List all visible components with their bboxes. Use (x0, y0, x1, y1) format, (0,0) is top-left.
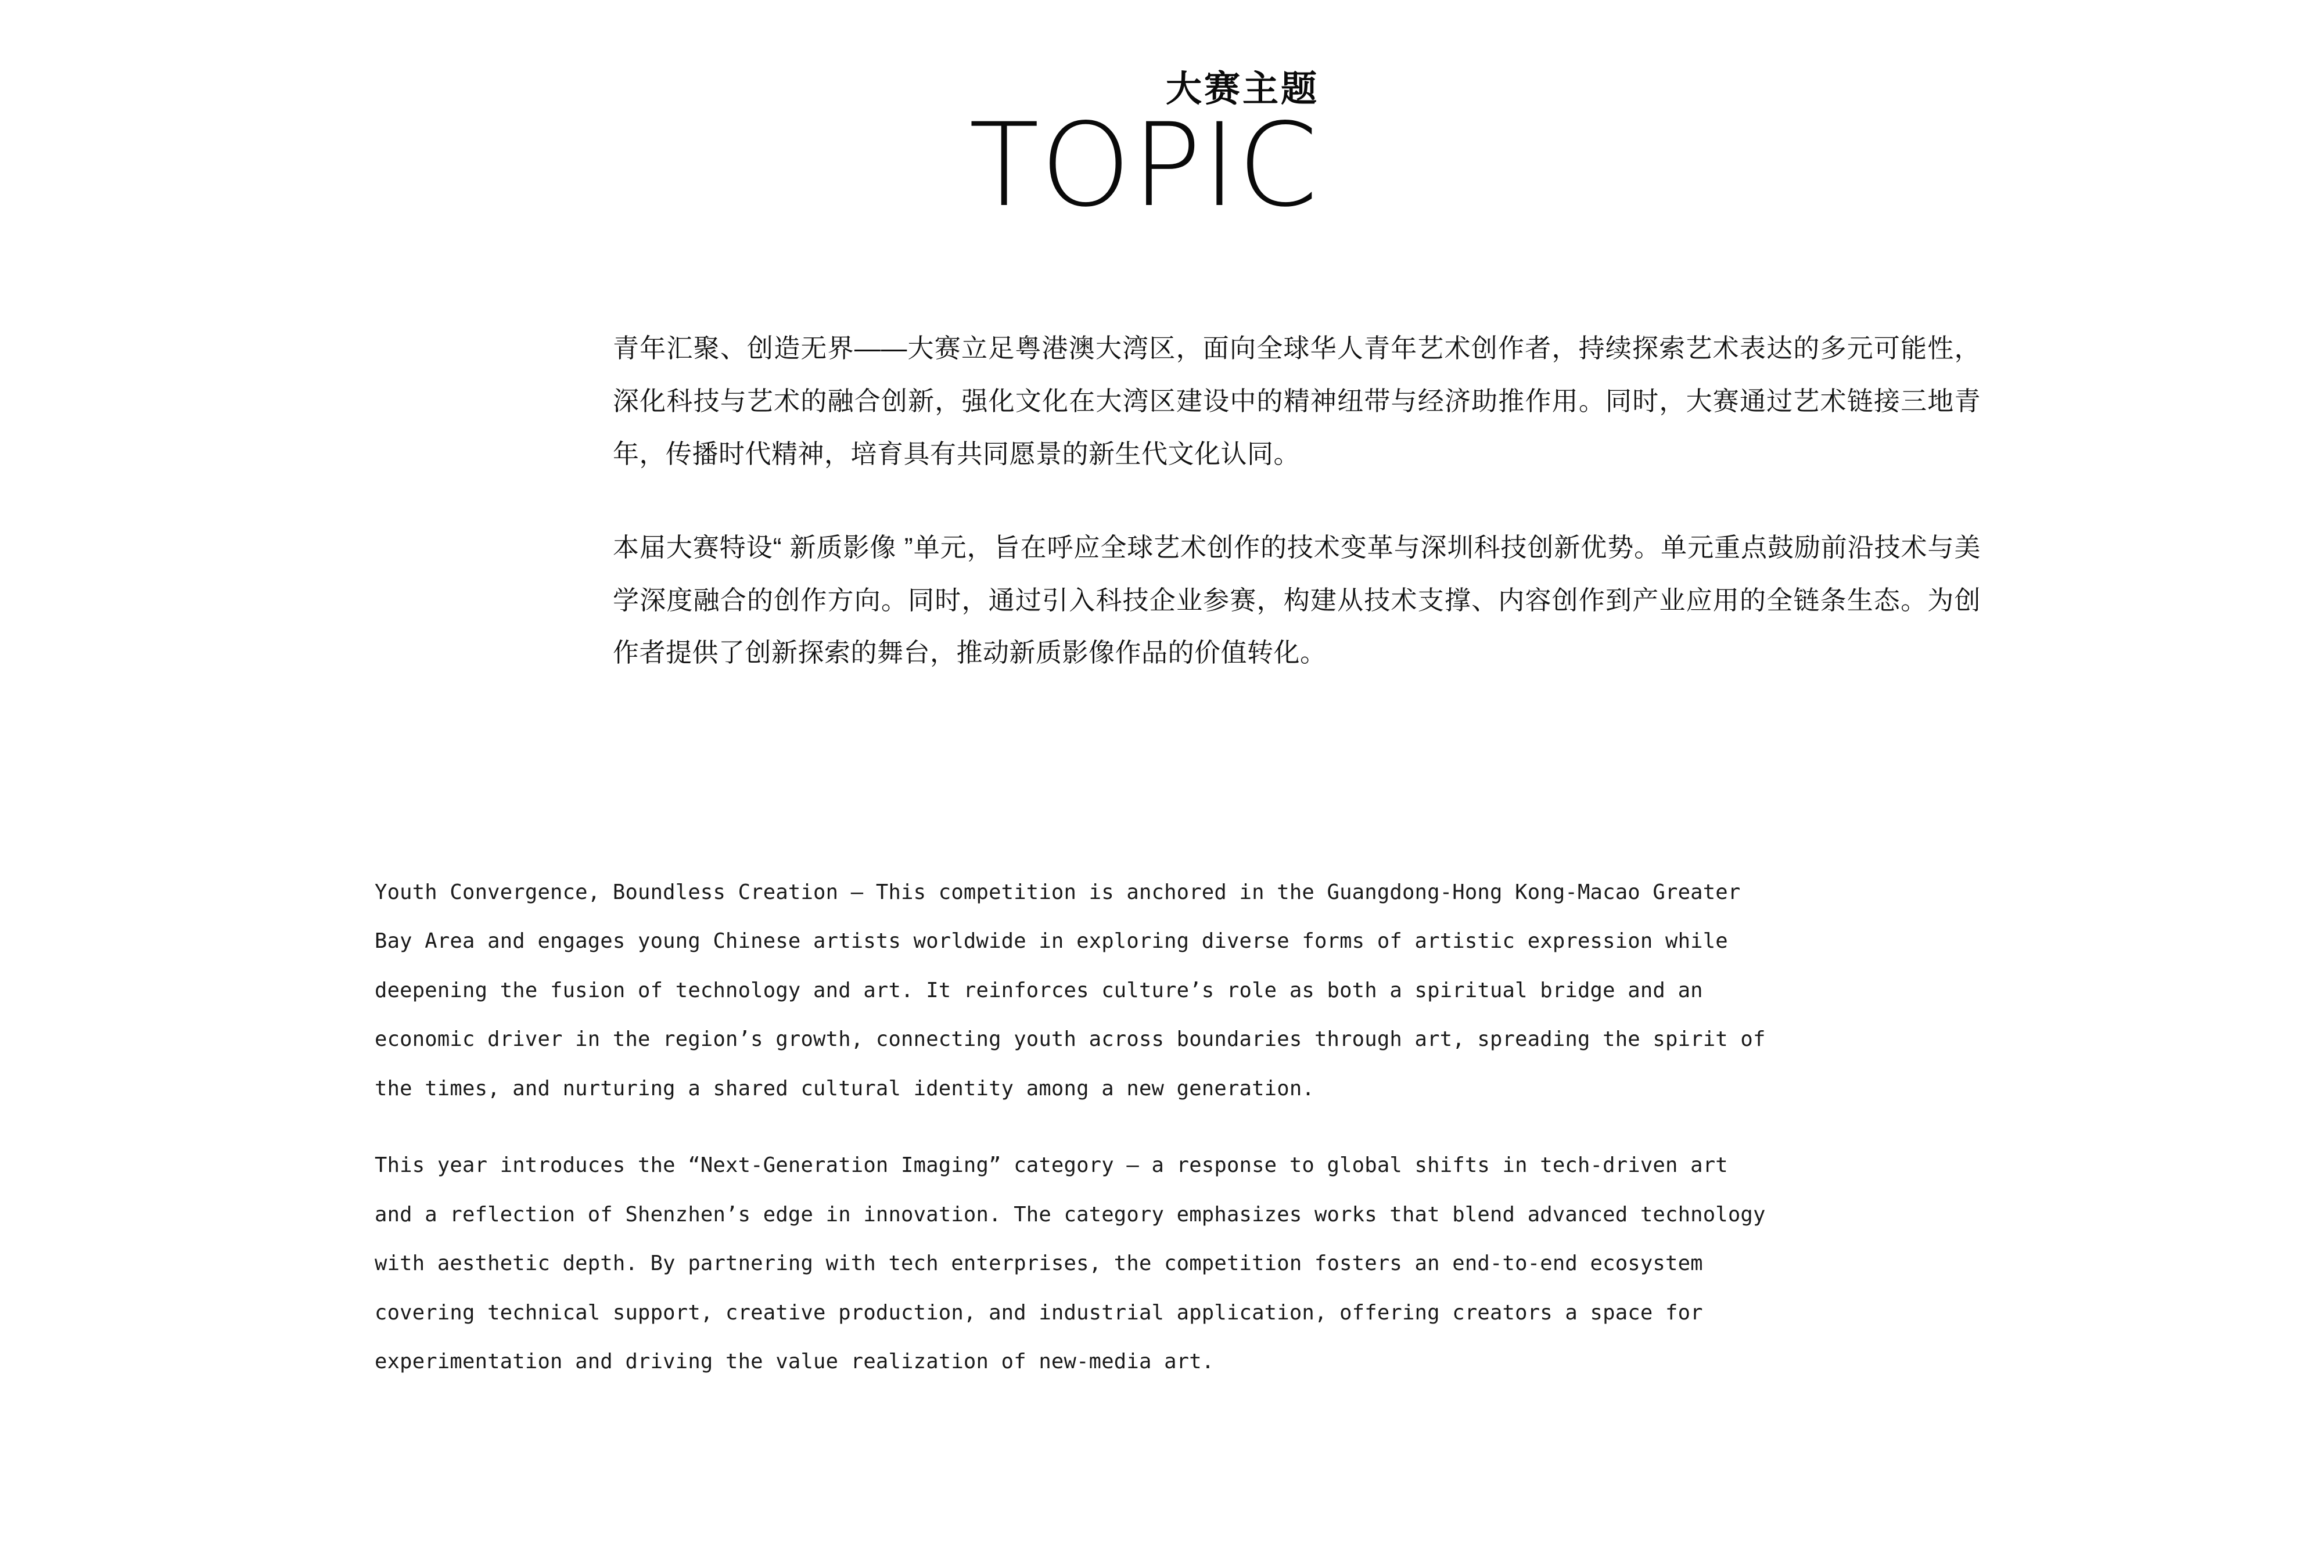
english-paragraph-1: Youth Convergence, Boundless Creation — This competition is anchored in the Guangdong-Hong Kong-Macao Greater Bay Area and engages young Chinese artists worldwide in exploring diverse forms of artistic expression while deepening the fusion of technology and art. It reinforces culture’s role as both a spiritual bridge and an economic driver in the region’s growth, connecting youth across boundaries through art, spreading the spirit of the times, and nurturing a shared cultural identity among a new generation. (375, 880, 1779, 1101)
chinese-paragraph-1: 青年汇聚、创造无界——大赛立足粤港澳大湾区，面向全球华人青年艺术创作者，持续探索艺术表达的多元可能性，深化科技与艺术的融合创新，强化文化在大湾区建设中的精神纽带与经济助推作用。同时，大赛通过艺术链接三地青年，传播时代精神，培育具有共同愿景的新生代文化认同。 (613, 333, 1981, 469)
english-body (375, 868, 1779, 1387)
page-title-en: TOPIC (969, 98, 1319, 233)
page-title-cn: 大赛主题 (1165, 69, 1319, 109)
chinese-paragraph-2: 本届大赛特设“ 新质影像 ”单元，旨在呼应全球艺术创作的技术变革与深圳科技创新优势。单元重点鼓励前沿技术与美学深度融合的创作方向。同时，通过引入科技企业参赛，构建从技术支撑、内容创作到产业应用的全链条生态。为创作者提供了创新探索的舞台，推动新质影像作品的价值转化。 (613, 532, 1981, 668)
chinese-body (613, 322, 1981, 679)
english-paragraph-2: This year introduces the “Next-Generation Imaging” category — a response to global shifts in tech-driven art and a reflection of Shenzhen’s edge in innovation. The category emphasizes works that blend advanced technology with aesthetic depth. By partnering with tech enterprises, the competition fosters an end-to-end ecosystem covering technical support, creative production, and industrial application, offering creators a space for experimentation and driving the value realization of new-media art. (375, 1153, 1779, 1374)
topic-title-block (796, 69, 1319, 233)
